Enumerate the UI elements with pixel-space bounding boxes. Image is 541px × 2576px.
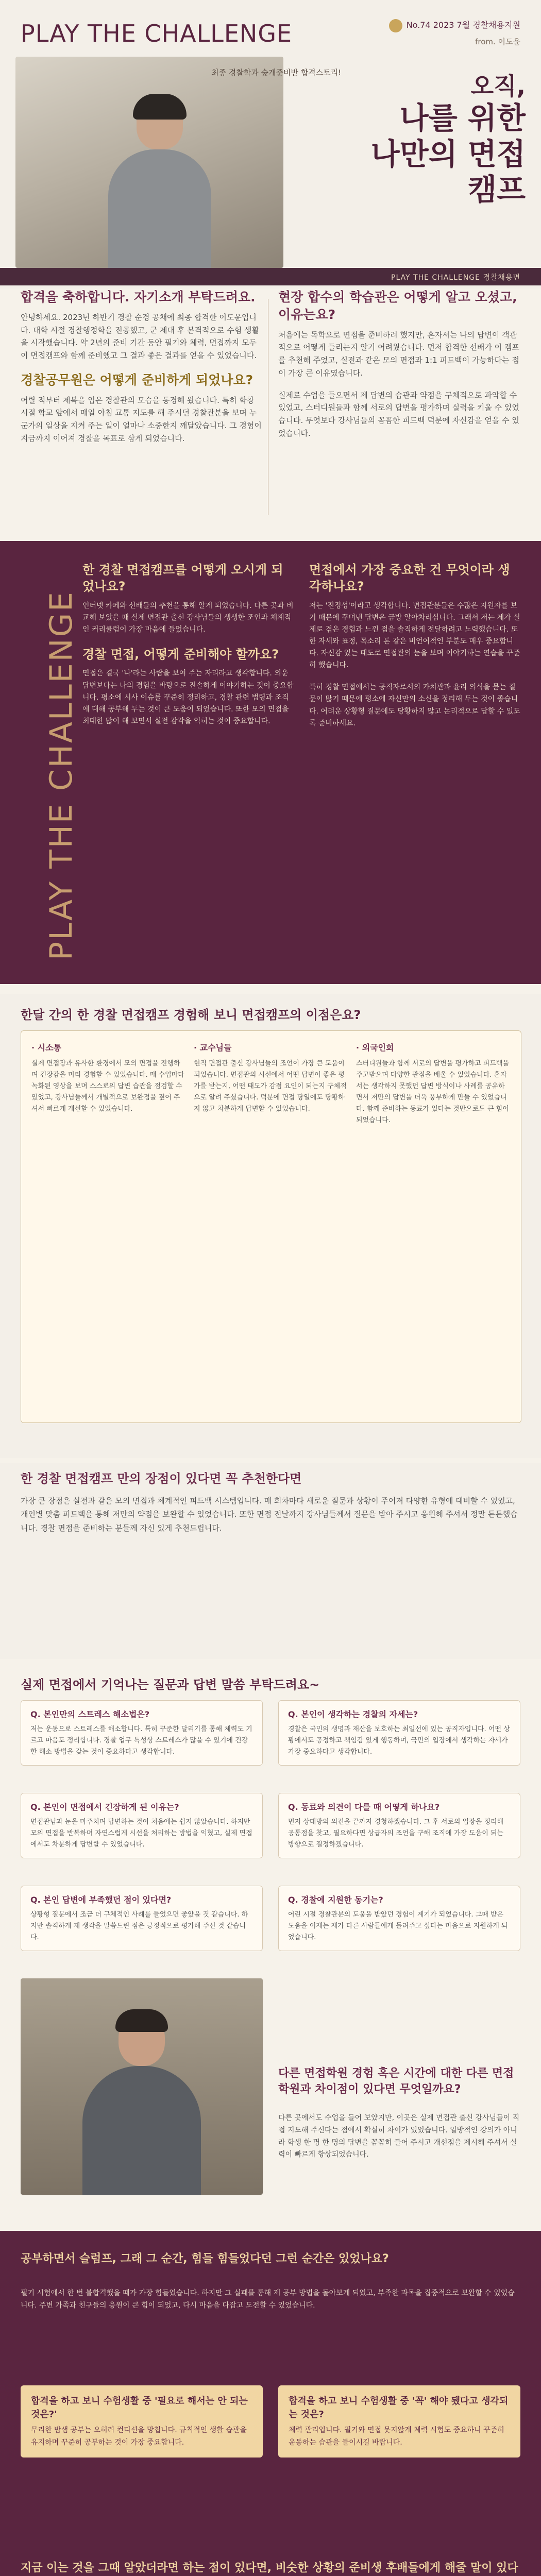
section-title: 한 경찰 면접캠프 만의 장점이 있다면 꼭 추천한다면 (21, 1471, 302, 1486)
student-photo (21, 1978, 263, 2195)
card-answer: 저는 운동으로 스트레스를 해소합니다. 특히 꾸준한 달리기를 통해 체력도 기르고 마음도 정리합니다. 경찰 업무 특성상 스트레스가 많을 수 있기에 건강한 해소 방법을 갖는 것이 중요하다고 생각합니다. (30, 1725, 252, 1756)
card-question: Q. 동료와 의견이 다를 때 어떻게 하나요? (288, 1802, 440, 1812)
vertical-brand-text: PLAY THE CHALLENGE (43, 590, 79, 960)
card-question: Q. 본인 답변에 부족했던 점이 있다면? (30, 1895, 172, 1905)
card-question: Q. 본인이 생각하는 경찰의 자세는? (288, 1709, 418, 1719)
person-figure (108, 98, 211, 268)
person-hair (133, 94, 187, 120)
hero-note: 최종 경찰학과 숲개준비반 합격스토리! (211, 68, 342, 77)
vertical-brand (21, 590, 79, 960)
question-card (278, 1700, 520, 1766)
question-card (21, 1793, 263, 1858)
question-heading: 한 경찰 면접캠프를 어떻게 오시게 되었나요? (82, 563, 283, 594)
purple-band (0, 541, 541, 984)
card-answer: 경찰은 국민의 생명과 재산을 보호하는 최일선에 있는 공직자입니다. 어떤 상황에서도 공정하고 책임감 있게 행동하며, 국민의 입장에서 생각하는 자세가 가장 중요하다고 생각합니다. (288, 1725, 510, 1756)
benefit-text: 스터디원들과 함께 서로의 답변을 평가하고 피드백을 주고받으며 다양한 관점을 배울 수 있었습니다. 혼자서는 생각하지 못했던 답변 방식이나 사례를 공유하면서 저만의 답변을 더욱 풍부하게 만들 수 있었습니다. 함께 준비하는 동료가 있다는 것만으로도 큰 힘이 되었습니다. (356, 1060, 509, 1125)
issue-label (389, 19, 520, 32)
hero-section (0, 0, 541, 289)
hero-bar-text: PLAY THE CHALLENGE 경찰채용면 (391, 274, 520, 282)
issue-text: No.74 2023 7월 경찰채용지원 (406, 20, 520, 30)
answer-text: 면접은 결국 '나'라는 사람을 보여 주는 자리라고 생각합니다. 외운 답변보다는 나의 경험을 바탕으로 진솔하게 이야기하는 것이 중요합니다. 평소에 시사 이슈를 꾸준히 정리하고, 경찰 관련 법령과 조직에 대해 공부해 두는 것이 큰 도움이 되었습니다. 또한 모의 면접을 최대한 많이 해 보면서 실전 감각을 익히는 것이 중요합니다. (82, 669, 294, 725)
question-heading: 경찰 면접, 어떻게 준비해야 할까요? (82, 647, 279, 662)
question-heading: 다른 면접학원 경험 혹은 시간에 대한 다른 면접학원과 차이점이 있다면 무엇일까요? (278, 2067, 514, 2096)
person-hair (115, 2009, 168, 2032)
hero-photo (15, 57, 283, 268)
benefit-text: 실제 면접장과 유사한 환경에서 모의 면접을 진행하며 긴장감을 미리 경험할 수 있었습니다. 매 수업마다 녹화된 영상을 보며 스스로의 답변 습관을 점검할 수 있었고, 강사님들께서 개별적으로 보완점을 짚어 주셔서 빠르게 개선할 수 있었습니다. (31, 1060, 184, 1113)
question-card (278, 1793, 520, 1858)
section-title: 실제 면접에서 기억나는 질문과 답변 말씀 부탁드려요~ (21, 1677, 320, 1692)
question-card (21, 1886, 263, 1951)
question-heading: 현장 합수의 학습관은 어떻게 알고 오셨고, 이유는요? (278, 290, 517, 322)
answer-text: 다른 곳에서도 수업을 들어 보았지만, 이곳은 실제 면접관 출신 강사님들이 직접 지도해 주신다는 점에서 확실히 차이가 있었습니다. 일방적인 강의가 아니라 학생 한 명 한 명의 답변을 꼼꼼히 들어 주시고 개선점을 제시해 주셔서 실력이 빠르게 향상되었습니다. (278, 2114, 520, 2159)
person-body (108, 149, 211, 268)
benefit-column (194, 1041, 348, 1121)
crest-icon (389, 19, 402, 32)
interview-questions-section (0, 1669, 541, 2221)
question-card (278, 1886, 520, 1951)
qa-right-column (278, 289, 520, 449)
question-heading: 공부하면서 슬럼프, 그래 그 순간, 힘들 힘들었다던 그런 순간은 있었나요? (21, 2252, 389, 2265)
benefits-section (0, 994, 541, 1458)
answer-text: 안녕하세요. 2023년 하반기 경찰 순경 공채에 최종 합격한 이도윤입니다. 대학 시절 경찰행정학을 전공했고, 군 제대 후 본격적으로 수험 생활을 시작했습니다. 약 2년의 준비 기간 동안 필기와 체력, 면접까지 모두 이 면접캠프와 함께 준비했고 그 결과 좋은 결과를 얻을 수 있었습니다. (21, 312, 259, 360)
question-card (21, 1700, 263, 1766)
title-line-2: 나를 위한 (399, 100, 526, 136)
card-question: Q. 본인이 면접에서 긴장하게 된 이유는? (30, 1802, 179, 1812)
card-title: 합격을 하고 보니 수험생활 중 '필요로 해서는 안 되는 것은?' (31, 2396, 248, 2420)
section-title: 한달 간의 한 경찰 면접캠프 경험해 보니 면접캠프의 이점은요? (21, 1008, 361, 1022)
answer-text: 가장 큰 장점은 실전과 같은 모의 면접과 체계적인 피드백 시스템입니다. 매 회차마다 새로운 질문과 상황이 주어져 다양한 유형에 대비할 수 있었고, 개인별 맞춤 피드백을 통해 저만의 약점을 보완할 수 있었습니다. 또한 면접 전날까지 강사님들께서 질문을 받아 주시고 응원해 주셔서 정말 든든했습니다. 경찰 면접을 준비하는 분들께 자신 있게 추천드립니다. (21, 1496, 518, 1533)
card-answer: 면접관님과 눈을 마주치며 답변하는 것이 처음에는 쉽지 않았습니다. 하지만 모의 면접을 반복하며 자연스럽게 시선을 처리하는 방법을 익혔고, 실제 면접에서도 차분하게 답변할 수 있었습니다. (30, 1818, 252, 1849)
benefits-box (21, 1030, 521, 1423)
brand-logo: PLAY THE CHALLENGE (21, 20, 293, 47)
tip-card (21, 2385, 263, 2458)
card-text: 무리한 밤샘 공부는 오히려 컨디션을 망칩니다. 규칙적인 생활 습관을 유지하며 꾸준히 공부하는 것이 가장 중요합니다. (31, 2426, 247, 2447)
card-answer: 어린 시절 경찰관분의 도움을 받았던 경험이 계기가 되었습니다. 그때 받은 도움을 이제는 제가 다른 사람들에게 돌려주고 싶다는 마음으로 지원하게 되었습니다. (288, 1911, 508, 1942)
title-line-1: 오직, (470, 72, 526, 100)
benefit-column (31, 1041, 186, 1121)
answer-text: 특히 경찰 면접에서는 공직자로서의 가치관과 윤리 의식을 묻는 질문이 많기 때문에 평소에 자신만의 소신을 정리해 두는 것이 좋습니다. 어려운 상황형 질문에도 당황하지 않고 논리적으로 답할 수 있도록 준비하세요. (309, 683, 520, 727)
hero-title (361, 72, 526, 208)
tip-card (278, 2385, 520, 2458)
qa-left-column (21, 289, 263, 454)
question-heading: 경찰공무원은 어떻게 준비하게 되었나요? (21, 372, 253, 387)
qa-section-1 (0, 289, 541, 526)
card-question: Q. 본인만의 스트레스 해소법은? (30, 1709, 150, 1719)
band-left-column (82, 562, 294, 738)
answer-text: 실제로 수업을 들으면서 제 답변의 습관과 약점을 구체적으로 파악할 수 있었고, 스터디원들과 함께 서로의 답변을 평가하며 실력을 키울 수 있었습니다. 무엇보다 강사님들의 꼼꼼한 피드백 덕분에 자신감을 얻을 수 있었습니다. (278, 390, 519, 438)
title-line-3: 나만의 면접캠프 (370, 136, 526, 208)
recommend-section (0, 1463, 541, 1659)
benefit-title: · 시소통 (31, 1043, 62, 1053)
benefit-text: 현직 면접관 출신 강사님들의 조언이 가장 큰 도움이 되었습니다. 면접관의 시선에서 어떤 답변이 좋은 평가를 받는지, 어떤 태도가 감점 요인이 되는지 구체적으로 알려 주셨습니다. 덕분에 면접 당일에도 당황하지 않고 차분하게 답변할 수 있었습니다. (194, 1060, 347, 1113)
card-text: 체력 관리입니다. 필기와 면접 못지않게 체력 시험도 중요하니 꾸준히 운동하는 습관을 들이시길 바랍니다. (289, 2426, 504, 2447)
hero-bar (0, 268, 541, 285)
answer-text: 처음에는 독학으로 면접을 준비하려 했지만, 혼자서는 나의 답변이 객관적으로 어떻게 들리는지 알기 어려웠습니다. 먼저 합격한 선배가 이 캠프를 추천해 주었고, 실전과 같은 모의 면접과 1:1 피드백이 가능하다는 점이 가장 큰 이유였습니다. (278, 330, 519, 378)
benefit-title: · 교수님들 (194, 1043, 232, 1053)
question-heading: 합격을 축하합니다. 자기소개 부탁드려요. (21, 290, 256, 304)
answer-text: 인터넷 카페와 선배들의 추천을 통해 알게 되었습니다. 다른 곳과 비교해 보았을 때 실제 면접관 출신 강사님들의 생생한 조언과 체계적인 커리큘럼이 가장 마음에 들었습니다. (82, 601, 294, 634)
issue-author: from. 이도윤 (475, 37, 520, 46)
answer-text: 필기 시험에서 한 번 불합격했을 때가 가장 힘들었습니다. 하지만 그 실패를 통해 제 공부 방법을 돌아보게 되었고, 부족한 과목을 집중적으로 보완할 수 있었습니다. 주변 가족과 친구들의 응원이 큰 힘이 되었고, 다시 마음을 다잡고 도전할 수 있었습니다. (21, 2289, 515, 2310)
band-right-column (309, 562, 520, 740)
answer-text: 저는 '진정성'이라고 생각합니다. 면접관분들은 수많은 지원자를 보기 때문에 꾸며낸 답변은 금방 알아차리십니다. 그래서 저는 제가 실제로 겪은 경험과 느낀 점을 솔직하게 전달하려고 노력했습니다. 또한 자세와 표정, 목소리 톤 같은 비언어적인 부분도 매우 중요합니다. 자신감 있는 태도로 면접관의 눈을 보며 이야기하는 연습을 꾸준히 했습니다. (309, 601, 520, 670)
answer-text: 어릴 적부터 제복을 입은 경찰관의 모습을 동경해 왔습니다. 특히 학창 시절 학교 앞에서 매일 아침 교통 지도를 해 주시던 경찰관분을 보며 누군가의 일상을 지켜 주는 일이 얼마나 소중한지 깨달았습니다. 그 경험이 지금까지 이어져 경찰을 목표로 삼게 되었습니다. (21, 395, 262, 443)
question-heading: 지금 이는 것을 그때 알았더라면 하는 점이 있다면, 비슷한 상황의 준비생 후배들에게 해줄 말이 있다 (21, 2562, 518, 2574)
benefit-title: · 외국인회 (356, 1043, 394, 1053)
question-heading: 면접에서 가장 중요한 건 무엇이라 생각하나요? (309, 563, 510, 594)
card-answer: 먼저 상대방의 의견을 끝까지 경청하겠습니다. 그 후 서로의 입장을 정리해 공통점을 찾고, 필요하다면 상급자의 조언을 구해 조직에 가장 도움이 되는 방향으로 결정하겠습니다. (288, 1818, 504, 1849)
card-question: Q. 경찰에 지원한 동기는? (288, 1895, 383, 1905)
card-title: 합격을 하고 보니 수험생활 중 '꼭' 해야 됐다고 생각되는 것은? (289, 2396, 509, 2420)
purple-band-2 (0, 2231, 541, 2576)
benefit-column (356, 1041, 511, 1133)
person-body (82, 2066, 201, 2195)
card-answer: 상황형 질문에서 조금 더 구체적인 사례를 들었으면 좋았을 것 같습니다. 하지만 솔직하게 제 생각을 말씀드린 점은 긍정적으로 평가해 주신 것 같습니다. (30, 1911, 248, 1942)
